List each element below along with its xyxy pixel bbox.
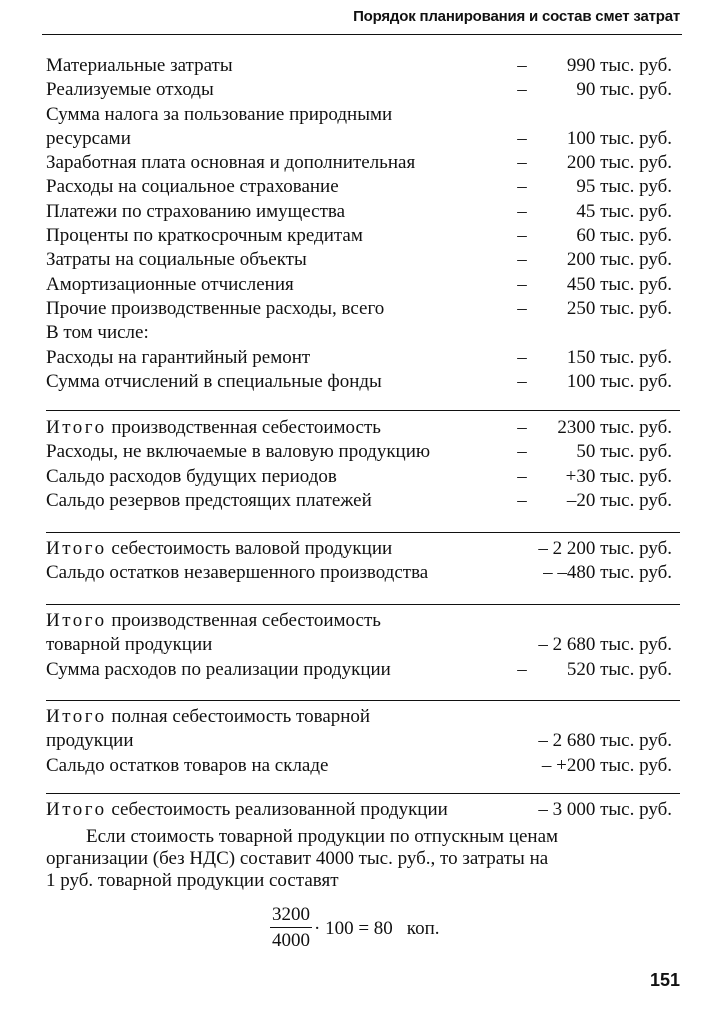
row-label [46,200,345,224]
row-value: 2300 тыс. руб. [557,417,672,438]
total-word: Итого [46,706,107,727]
cost-row [46,370,672,394]
row-value: – 3 000 тыс. руб. [538,799,672,820]
cost-items-section [46,54,672,394]
row-label-text: производственная себестоимость [106,417,381,438]
running-header: Порядок планирования и состав смет затрат [353,8,680,25]
commodity-output-section [46,609,672,682]
section-divider [46,700,680,701]
row-label-text: Расходы, не включаемые в валовую продукцию [46,441,431,463]
fraction-denominator: 4000 [272,930,310,951]
cost-row [46,321,672,345]
page-number: 151 [649,970,680,990]
row-value: 520 тыс. руб. [566,658,672,680]
cost-row [46,54,672,78]
row-dash: – [517,370,527,392]
row-label-text: Амортизационные отчисления [46,273,294,295]
row-label [46,609,381,633]
row-dash: – [517,346,527,368]
fraction-numerator: 3200 [270,903,312,928]
row-value: – +200 тыс. руб. [541,754,672,776]
row-label-text: Расходы на гарантийный ремонт [46,346,311,368]
row-label [46,633,212,657]
production-cost-section [46,416,672,513]
row-label [46,248,307,272]
row-label [46,705,370,729]
row-dash: – [517,273,527,295]
row-value: – 2 680 тыс. руб. [538,634,672,656]
row-value: – –480 тыс. руб. [543,562,672,584]
total-word: Итого [46,610,107,631]
row-label-text: Проценты по краткосрочным кредитам [46,225,363,247]
row-label-text: Сумма налога за пользование природными [46,103,393,125]
row-value: 990 тыс. руб. [566,55,672,76]
total-row [46,537,672,561]
total-word: Итого [46,417,107,438]
row-label-text: себестоимость валовой продукции [106,538,393,559]
row-label [46,78,214,102]
row-value: 200 тыс. руб. [566,152,672,174]
row-value: 60 тыс. руб. [576,225,672,247]
cost-row [46,440,672,464]
row-label-text: Сальдо резервов предстоящих платежей [46,489,372,511]
row-label [46,754,328,778]
row-label [46,321,149,345]
paragraph-line: Если стоимость товарной продукции по отпускным ценам [86,826,559,847]
cost-row [46,297,672,321]
full-cost-section [46,705,672,778]
row-label [46,127,131,151]
row-dash: – [517,249,527,271]
cost-row [46,273,672,297]
row-label [46,729,134,753]
row-value: – 2 680 тыс. руб. [538,730,672,752]
cost-row [46,127,672,151]
row-value: 100 тыс. руб. [566,127,672,149]
total-row [46,705,672,729]
row-value: 100 тыс. руб. [566,370,672,392]
row-dash: – [517,127,527,149]
row-label-text: Прочие производственные расходы, всего [46,297,385,319]
row-label-text: Затраты на социальные объекты [46,249,307,271]
cost-row [46,346,672,370]
row-label-text: полная себестоимость товарной [106,706,371,727]
row-label [46,297,384,321]
row-dash: – [517,176,527,198]
row-value: 90 тыс. руб. [576,79,672,101]
section-divider [46,604,680,605]
row-label [46,54,233,78]
row-label-text: Сумма расходов по реализации продукции [46,658,391,680]
row-label-text: В том числе: [46,322,149,344]
row-value: –20 тыс. руб. [566,489,672,511]
cost-row [46,78,672,102]
row-label [46,346,310,370]
row-label [46,175,339,199]
row-label [46,658,391,682]
row-label-text: Сумма отчислений в специальные фонды [46,370,382,392]
row-label [46,273,294,297]
row-value: 50 тыс. руб. [576,441,672,463]
row-label-text: Заработная плата основная и дополнительная [46,152,416,174]
row-label [46,370,382,394]
row-label-text: себестоимость реализованной продукции [106,799,448,820]
row-label-text: товарной продукции [46,634,213,656]
row-value: 95 тыс. руб. [576,176,672,198]
gross-output-section [46,537,672,586]
formula-unit: коп. [406,917,440,939]
row-dash: – [517,200,527,222]
row-label [46,537,392,561]
row-dash: – [517,79,527,101]
formula-result: · 100 = 80 [314,917,393,939]
row-value: – 2 200 тыс. руб. [538,538,672,559]
total-word: Итого [46,538,107,559]
row-label-text: Реализуемые отходы [46,79,214,101]
row-dash: – [517,465,527,487]
row-label [46,103,392,127]
paragraph-line: организации (без НДС) составит 4000 тыс. руб., то затраты на [46,848,549,869]
cost-formula [270,903,439,954]
row-label [46,798,448,822]
cost-row [46,561,672,585]
row-label-text: Платежи по страхованию имущества [46,200,346,222]
cost-row [46,175,672,199]
row-label-text: Расходы на социальное страхование [46,176,339,198]
sold-output-section [46,798,672,822]
row-value: 450 тыс. руб. [566,273,672,295]
cost-row [46,633,672,657]
header-rule [42,34,682,35]
row-label [46,416,381,440]
row-label-text: Сальдо остатков незавершенного производства [46,562,429,584]
total-row [46,609,672,633]
section-divider [46,793,680,794]
row-value: 200 тыс. руб. [566,249,672,271]
row-dash: – [517,55,527,76]
row-label [46,440,430,464]
total-word: Итого [46,799,107,820]
row-dash: – [517,225,527,247]
row-value: 150 тыс. руб. [566,346,672,368]
section-divider [46,532,680,533]
row-value: 45 тыс. руб. [576,200,672,222]
cost-row [46,729,672,753]
row-label-text: Сальдо расходов будущих периодов [46,465,337,487]
row-dash: – [517,658,527,680]
row-label-text: производственная себестоимость [106,610,381,631]
cost-row [46,658,672,682]
cost-row [46,248,672,272]
total-row [46,416,672,440]
cost-row [46,489,672,513]
cost-row [46,754,672,778]
row-value: +30 тыс. руб. [565,465,672,487]
row-label-text: ресурсами [46,127,131,149]
total-row [46,798,672,822]
cost-row [46,200,672,224]
row-label [46,224,363,248]
cost-row [46,224,672,248]
fraction [270,903,312,954]
cost-row [46,465,672,489]
row-dash: – [517,152,527,174]
row-label [46,561,428,585]
section-divider [46,410,680,411]
row-label-text: Материальные затраты [46,55,233,76]
row-value: 250 тыс. руб. [566,297,672,319]
paragraph-line: 1 руб. товарной продукции составят [46,870,339,891]
row-label-text: продукции [46,730,134,752]
row-dash: – [517,489,527,511]
row-dash: – [517,441,527,463]
row-dash: – [517,297,527,319]
calculation-paragraph [46,826,684,892]
row-label [46,151,415,175]
row-dash: – [517,417,527,438]
row-label [46,465,337,489]
row-label-text: Сальдо остатков товаров на складе [46,754,329,776]
row-label [46,489,372,513]
cost-row [46,151,672,175]
cost-row [46,103,672,127]
